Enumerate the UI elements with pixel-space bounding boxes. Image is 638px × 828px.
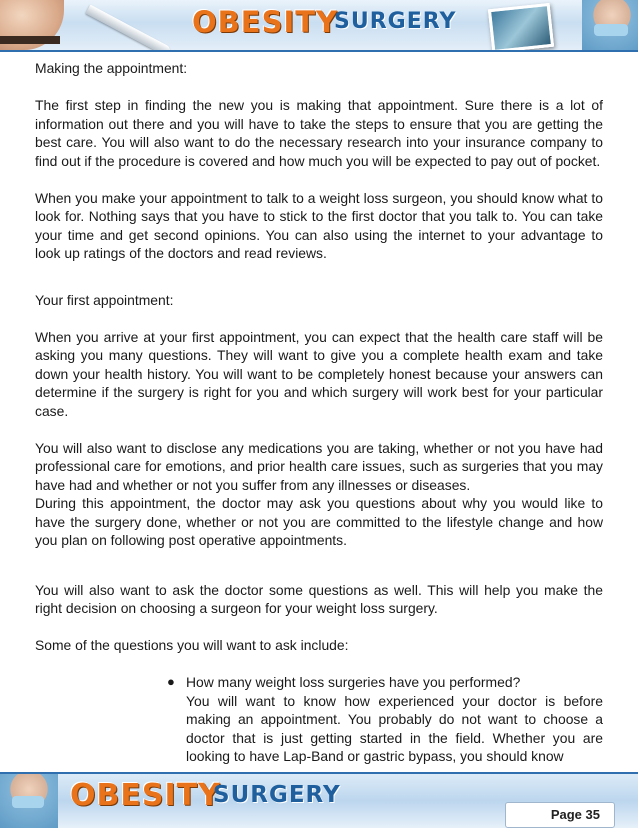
surgical-mask-graphic <box>594 24 628 36</box>
surgery-photo <box>488 3 554 52</box>
heading-making-appointment: Making the appointment: <box>35 60 188 76</box>
bullet-icon: ● <box>167 674 175 689</box>
footer-mask-graphic <box>12 796 44 808</box>
header-title <box>182 3 472 43</box>
footer-title-surgery: SURGERY <box>213 782 341 808</box>
paragraph-ask-questions: You will also want to ask the doctor some questions as well. This will help you make the right decision on choosing a surgeon for your weight loss surgery. <box>35 581 603 616</box>
paragraph-first-step: The first step in finding the new you is making that appointment. Sure there is a lot of information out there and you will have to take the steps to ensure that you are getting the best care. You will also want to do the necessary research into your insurance company to find out if the procedure is covered and how much you will be expected to pay out of pocket. <box>35 97 603 169</box>
footer-title-obesity: OBESITY <box>70 778 221 813</box>
bullet-explanation: You will want to know how experienced your doctor is before making an appointment. You probably do not want to choose a doctor that is just getting started in the field. Whether you are looking to have Lap-Band or gastric bypass, you should know <box>186 692 603 764</box>
page-content <box>35 59 603 766</box>
page-number: Page 35 <box>550 807 600 822</box>
page-number-box <box>505 802 615 828</box>
paragraph-questions-include: Some of the questions you will want to ask include: <box>35 637 349 653</box>
heading-first-appointment: Your first appointment: <box>35 291 174 308</box>
bullet-question: How many weight loss surgeries have you performed? <box>186 674 521 690</box>
paragraph-arrive-appointment: When you arrive at your first appointment, you can expect that the health care staff will be asking you many questions. They will want to give you a complete health exam and take down your health history. You will want to be completely honest because your answers can determine if the surgery is right for you and which surgery will work best for your particular case. <box>35 328 603 419</box>
bullet-list-item <box>167 673 603 766</box>
scalpel-graphic <box>86 5 172 52</box>
header-title-obesity: OBESITY <box>192 5 339 39</box>
paragraph-during-appointment: During this appointment, the doctor may ask you questions about why you would like to have the surgery done, whether or not you are committed to the lifestyle change and how you plan on following post operative appointments. <box>35 495 603 548</box>
belt-graphic <box>0 36 60 44</box>
footer-banner <box>0 772 638 828</box>
header-banner <box>0 0 638 52</box>
paragraph-what-to-look-for: When you make your appointment to talk to a weight loss surgeon, you should know what to look for. Nothing says that you have to stick to the first doctor that you talk to. You can take your time and get second opinions. You can also using the internet to your advantage to look up ratings of the doctors and read reviews. <box>35 189 603 261</box>
header-title-surgery: SURGERY <box>334 9 457 34</box>
paragraph-disclose-medications: You will also want to disclose any medications you are taking, whether or not you have had professional care for emotions, and prior health care issues, such as surgeries that you may have had and whether or not you suffer from any illnesses or diseases. <box>35 439 603 493</box>
